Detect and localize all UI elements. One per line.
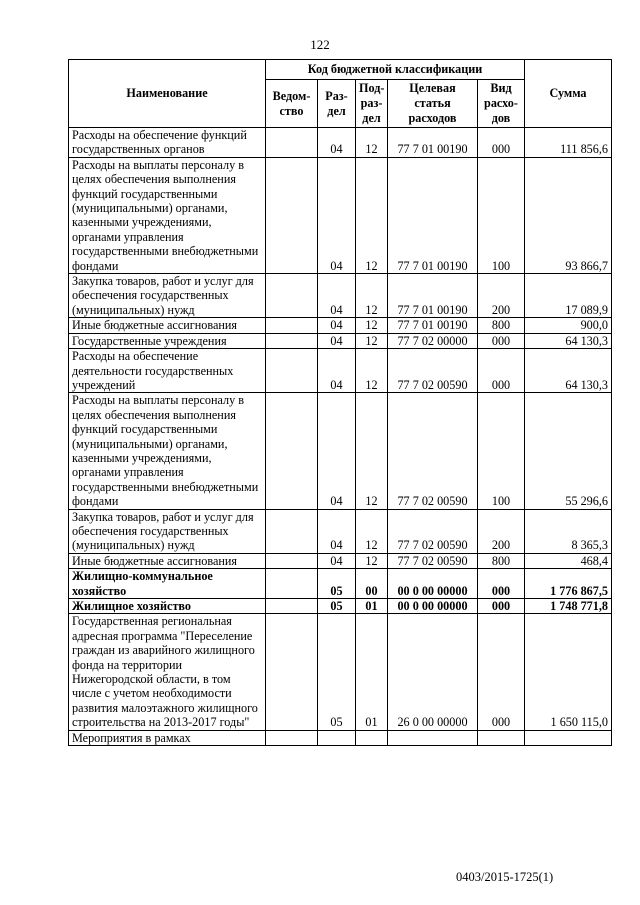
row-section-cell: 04 [318,333,356,348]
row-section-cell: 04 [318,349,356,393]
row-name-cell: Иные бюджетные ассигнования [69,318,266,333]
row-dept-cell [266,509,318,553]
row-dept-cell [266,157,318,273]
row-sum-cell: 93 866,7 [525,157,612,273]
table-row [69,614,612,730]
row-subsection-cell [356,730,388,745]
table-row [69,318,612,333]
row-target-cell: 77 7 01 00190 [388,157,478,273]
row-subsection-cell: 12 [356,318,388,333]
row-section-cell: 04 [318,509,356,553]
table-row [69,274,612,318]
row-section-cell [318,730,356,745]
table-row [69,128,612,158]
row-section-cell: 04 [318,128,356,158]
row-subsection-cell: 12 [356,128,388,158]
row-target-cell: 77 7 02 00590 [388,349,478,393]
table-row [69,393,612,509]
row-name-cell: Мероприятия в рамках [69,730,266,745]
header-dept: Ведом-ство [266,80,318,128]
row-dept-cell [266,333,318,348]
row-section-cell: 04 [318,318,356,333]
row-section-cell: 04 [318,157,356,273]
row-exp-type-cell: 200 [478,274,525,318]
row-subsection-cell: 01 [356,614,388,730]
row-target-cell: 77 7 02 00590 [388,509,478,553]
row-dept-cell [266,318,318,333]
row-sum-cell: 111 856,6 [525,128,612,158]
row-dept-cell [266,393,318,509]
row-exp-type-cell [478,730,525,745]
page-number: 122 [310,37,330,52]
row-dept-cell [266,599,318,614]
row-exp-type-cell: 100 [478,157,525,273]
row-sum-cell: 17 089,9 [525,274,612,318]
row-name-cell: Жилищно-коммунальное хозяйство [69,569,266,599]
row-exp-type-cell: 200 [478,509,525,553]
header-sum: Сумма [525,60,612,128]
table-row [69,509,612,553]
row-subsection-cell: 12 [356,333,388,348]
row-target-cell: 77 7 02 00590 [388,393,478,509]
table-row [69,157,612,273]
row-subsection-cell: 12 [356,349,388,393]
row-name-cell: Расходы на выплаты персоналу в целях обеспечения выполнения функций государственными (муниципальными) органами, казенными учреждениями, органами управления государственными внебюджетными фондами [69,393,266,509]
row-target-cell: 26 0 00 00000 [388,614,478,730]
row-exp-type-cell: 800 [478,318,525,333]
row-subsection-cell: 12 [356,274,388,318]
row-sum-cell: 1 776 867,5 [525,569,612,599]
row-sum-cell: 1 650 115,0 [525,614,612,730]
document-code: 0403/2015-1725(1) [456,870,554,884]
row-subsection-cell: 00 [356,569,388,599]
header-name: Наименование [69,60,266,128]
row-name-cell: Жилищное хозяйство [69,599,266,614]
row-sum-cell: 1 748 771,8 [525,599,612,614]
row-dept-cell [266,614,318,730]
row-subsection-cell: 12 [356,509,388,553]
header-subsection: Под-раз-дел [356,80,388,128]
table-row [69,349,612,393]
row-exp-type-cell: 000 [478,333,525,348]
row-exp-type-cell: 100 [478,393,525,509]
row-subsection-cell: 12 [356,553,388,568]
row-target-cell: 00 0 00 00000 [388,569,478,599]
row-sum-cell: 64 130,3 [525,349,612,393]
row-sum-cell: 64 130,3 [525,333,612,348]
row-dept-cell [266,349,318,393]
row-sum-cell: 468,4 [525,553,612,568]
row-section-cell: 04 [318,553,356,568]
row-dept-cell [266,553,318,568]
row-dept-cell [266,128,318,158]
row-section-cell: 05 [318,599,356,614]
row-section-cell: 05 [318,569,356,599]
row-exp-type-cell: 000 [478,599,525,614]
row-exp-type-cell: 000 [478,128,525,158]
row-name-cell: Расходы на обеспечение функций государственных органов [69,128,266,158]
row-dept-cell [266,274,318,318]
row-exp-type-cell: 000 [478,569,525,599]
row-sum-cell: 8 365,3 [525,509,612,553]
row-name-cell: Закупка товаров, работ и услуг для обеспечения государственных (муниципальных) нужд [69,509,266,553]
row-target-cell: 00 0 00 00000 [388,599,478,614]
row-target-cell [388,730,478,745]
row-name-cell: Государственная региональная адресная программа "Переселение граждан из аварийного жилищного фонда на территории Нижегородской области, в том числе с учетом необходимости развития малоэтажного жилищного строительства на 2013-2017 годы" [69,614,266,730]
row-section-cell: 04 [318,274,356,318]
row-subsection-cell: 01 [356,599,388,614]
row-name-cell: Государственные учреждения [69,333,266,348]
table-row [69,569,612,599]
row-exp-type-cell: 800 [478,553,525,568]
row-sum-cell [525,730,612,745]
row-name-cell: Расходы на выплаты персоналу в целях обеспечения выполнения функций государственными (муниципальными) органами, казенными учреждениями, органами управления государственными внебюджетными фондами [69,157,266,273]
budget-table [68,59,612,746]
row-sum-cell: 900,0 [525,318,612,333]
row-name-cell: Расходы на обеспечение деятельности государственных учреждений [69,349,266,393]
row-exp-type-cell: 000 [478,614,525,730]
table-row [69,730,612,745]
row-target-cell: 77 7 02 00590 [388,553,478,568]
header-exp-type: Вид расхо-дов [478,80,525,128]
row-target-cell: 77 7 01 00190 [388,128,478,158]
row-exp-type-cell: 000 [478,349,525,393]
header-section: Раз-дел [318,80,356,128]
row-section-cell: 04 [318,393,356,509]
row-dept-cell [266,569,318,599]
row-subsection-cell: 12 [356,157,388,273]
row-target-cell: 77 7 01 00190 [388,274,478,318]
table-row [69,553,612,568]
row-target-cell: 77 7 01 00190 [388,318,478,333]
row-target-cell: 77 7 02 00000 [388,333,478,348]
header-target: Целевая статья расходов [388,80,478,128]
table-body [69,128,612,746]
header-classification-group: Код бюджетной классификации [266,60,525,80]
row-sum-cell: 55 296,6 [525,393,612,509]
row-name-cell: Закупка товаров, работ и услуг для обеспечения государственных (муниципальных) нужд [69,274,266,318]
table-row [69,599,612,614]
row-dept-cell [266,730,318,745]
row-name-cell: Иные бюджетные ассигнования [69,553,266,568]
table-row [69,333,612,348]
row-subsection-cell: 12 [356,393,388,509]
row-section-cell: 05 [318,614,356,730]
